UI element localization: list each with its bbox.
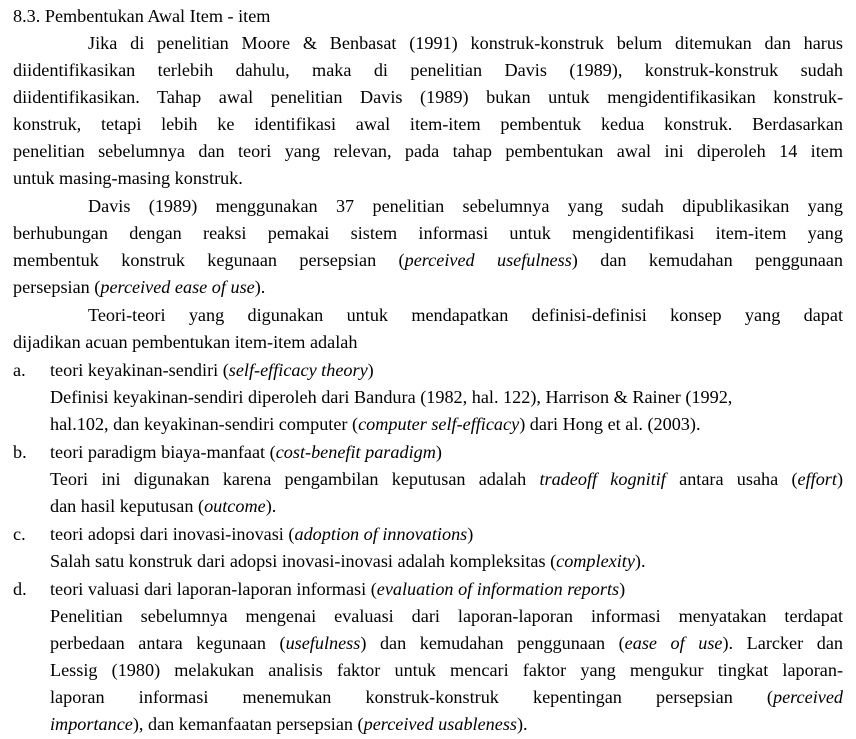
text: ). xyxy=(254,277,266,297)
list-item-b-desc-2 xyxy=(50,493,276,520)
italic-term: evaluation of information reports xyxy=(376,579,620,599)
text: ) dan kemudahan penggunaan xyxy=(571,250,843,270)
paragraph-1-line-1: Jika di penelitian Moore & Benbasat (1991) konstruk-konstruk belum ditemukan dan harus xyxy=(88,33,843,53)
paragraph-2-line-1: Davis (1989) menggunakan 37 penelitian sebelumnya yang sudah dipublikasikan yang xyxy=(88,196,843,216)
text: laporan informasi menemukan konstruk-konstruk kepentingan persepsian ( xyxy=(50,687,773,707)
text: ) xyxy=(619,579,626,599)
italic-term: perceived xyxy=(772,687,843,707)
list-marker-d: d. xyxy=(13,579,27,599)
list-item-d-desc-4 xyxy=(50,684,843,711)
text: ). xyxy=(516,714,528,734)
list-item-d-desc-5 xyxy=(50,711,528,738)
paragraph-1-line-2: diidentifikasikan terlebih dahulu, maka di penelitian Davis (1989), konstruk-konstruk sudah xyxy=(13,60,843,80)
italic-term: computer self-efficacy xyxy=(358,414,520,434)
text: antara usaha ( xyxy=(665,469,798,489)
italic-term: cost-benefit paradigm xyxy=(275,442,436,462)
italic-term: self-efficacy theory xyxy=(228,360,368,380)
text: teori paradigm biaya-manfaat ( xyxy=(50,442,276,462)
paragraph-2-line-2: berhubungan dengan reaksi pemakai sistem informasi untuk mengidentifikasi item-item yang xyxy=(13,223,843,243)
list-marker-c: c. xyxy=(13,524,26,544)
text: teori keyakinan-sendiri ( xyxy=(50,360,229,380)
italic-term: complexity xyxy=(556,551,635,571)
list-item-d-desc-2 xyxy=(50,630,843,657)
italic-term: outcome xyxy=(204,496,266,516)
italic-term: importance xyxy=(50,714,133,734)
text: ) xyxy=(836,469,843,489)
italic-term: perceived ease of use xyxy=(100,277,255,297)
paragraph-3-line-2: dijadikan acuan pembentukan item-item adalah xyxy=(13,332,358,352)
text: teori adopsi dari inovasi-inovasi ( xyxy=(50,524,295,544)
italic-term: effort xyxy=(797,469,837,489)
text: Teori ini digunakan karena pengambilan keputusan adalah xyxy=(50,469,540,489)
list-item-b-title xyxy=(50,439,442,466)
section-title: 8.3. Pembentukan Awal Item - item xyxy=(13,6,271,26)
italic-term: perceived usableness xyxy=(363,714,517,734)
text: Salah satu konstruk dari adopsi inovasi-inovasi adalah kompleksitas ( xyxy=(50,551,557,571)
italic-term: usefulness xyxy=(285,633,361,653)
text: ) dan kemudahan penggunaan ( xyxy=(360,633,625,653)
italic-term: perceived usefulness xyxy=(404,250,572,270)
list-item-a-title xyxy=(50,357,374,384)
list-marker-b: b. xyxy=(13,442,27,462)
list-item-b-desc-1 xyxy=(50,466,843,493)
list-item-d-desc-1: Penelitian sebelumnya mengenai evaluasi dari laporan-laporan informasi menyatakan terdapat xyxy=(50,606,843,626)
paragraph-1-line-5: penelitian sebelumnya dan teori yang relevan, pada tahap pembentukan awal ini diperoleh 14 item xyxy=(13,141,843,161)
text: dan hasil keputusan ( xyxy=(50,496,205,516)
paragraph-1-line-6: untuk masing-masing konstruk. xyxy=(13,168,243,188)
list-item-d-title xyxy=(50,576,625,603)
list-marker-a: a. xyxy=(13,360,26,380)
text: ) xyxy=(435,442,442,462)
list-item-a-desc-1: Definisi keyakinan-sendiri diperoleh dari Bandura (1982, hal. 122), Harrison & Rainer (1992, xyxy=(50,387,733,407)
list-item-a-desc-2 xyxy=(50,411,701,438)
paragraph-1-line-4: konstruk, tetapi lebih ke identifikasi awal item-item pembentuk kedua konstruk. Berdasarkan xyxy=(13,114,843,134)
text: hal.102, dan keyakinan-sendiri computer ( xyxy=(50,414,359,434)
text: perbedaan antara kegunaan ( xyxy=(50,633,286,653)
text: ) dari Hong et al. (2003). xyxy=(519,414,701,434)
text: ). xyxy=(634,551,646,571)
text: ) xyxy=(367,360,374,380)
list-item-c-title xyxy=(50,521,473,548)
italic-term: ease of use xyxy=(624,633,723,653)
text: ). xyxy=(265,496,277,516)
italic-term: adoption of innovations xyxy=(294,524,468,544)
text: teori valuasi dari laporan-laporan informasi ( xyxy=(50,579,377,599)
text: ). Larcker dan xyxy=(722,633,843,653)
text: ), dan kemanfaatan persepsian ( xyxy=(132,714,364,734)
paragraph-2-line-3 xyxy=(13,247,843,274)
italic-term: tradeoff kognitif xyxy=(539,469,666,489)
paragraph-3-line-1: Teori-teori yang digunakan untuk mendapatkan definisi-definisi konsep yang dapat xyxy=(88,305,843,325)
paragraph-2-line-4 xyxy=(13,274,265,301)
list-item-c-desc-1 xyxy=(50,548,646,575)
list-item-d-desc-3: Lessig (1980) melakukan analisis faktor untuk mencari faktor yang mengukur tingkat laporan- xyxy=(50,660,843,680)
paragraph-1-line-3: diidentifikasikan. Tahap awal penelitian Davis (1989) bukan untuk mengidentifikasikan konstruk- xyxy=(13,87,843,107)
text: persepsian ( xyxy=(13,277,101,297)
text: membentuk konstruk kegunaan persepsian ( xyxy=(13,250,405,270)
text: ) xyxy=(467,524,474,544)
